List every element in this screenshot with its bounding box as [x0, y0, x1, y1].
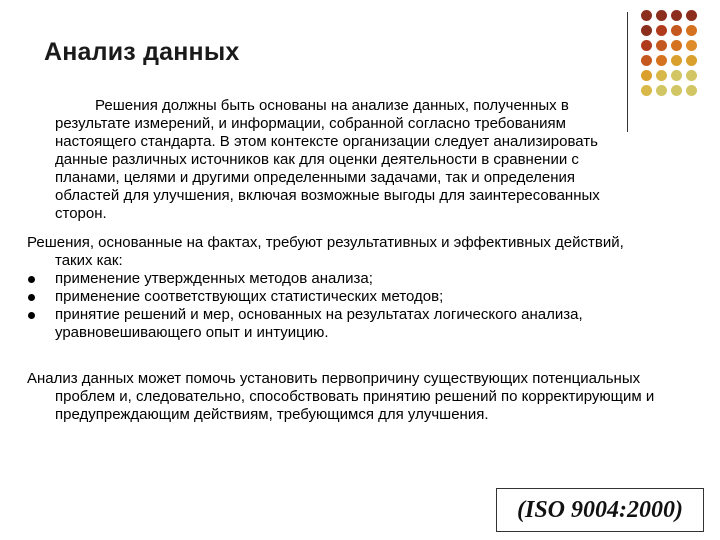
decorative-dot [641, 70, 652, 81]
decorative-dot [686, 70, 697, 81]
decorative-dot [671, 85, 682, 96]
decorative-dot [641, 40, 652, 51]
decorative-dot [671, 70, 682, 81]
decorative-dot [686, 55, 697, 66]
decorative-dot [686, 85, 697, 96]
methods-bullet-list [27, 270, 657, 342]
decorative-dot [686, 10, 697, 21]
decorative-dot [641, 85, 652, 96]
decorative-dot [671, 40, 682, 51]
decorative-dot [671, 10, 682, 21]
decorative-dot [686, 40, 697, 51]
decision-paragraph-lead: Решения, основанные на фактах, требуют результативных и эффективных действий, таких как: [27, 234, 624, 269]
source-citation: (ISO 9004:2000) [496, 488, 704, 532]
decorative-dot [656, 55, 667, 66]
decision-paragraph [27, 234, 657, 342]
decorative-dot [656, 40, 667, 51]
decorative-dot [656, 70, 667, 81]
decorative-dot [671, 25, 682, 36]
decorative-dot [656, 85, 667, 96]
intro-paragraph: Решения должны быть основаны на анализе данных, полученных в результате измерений, и информации, собранной согласно требованиям настоящего стандарта. В этом контексте организации следует анализировать данные различных источников как для оценки деятельности в сравнении с планами, целями и другими определенными задачами, так и определения областей для улучшения, включая возможные выгоды для заинтересованных сторон. [55, 97, 600, 222]
decorative-dot [686, 25, 697, 36]
decorative-dot [656, 25, 667, 36]
bullet-item: применение соответствующих статистических методов; [27, 288, 657, 306]
decorative-dot [671, 55, 682, 66]
decorative-dot [641, 10, 652, 21]
slide-title: Анализ данных [44, 38, 240, 66]
bullet-item: принятие решений и мер, основанных на результатах логического анализа, уравновешивающего опыт и интуицию. [27, 306, 657, 342]
analysis-paragraph: Анализ данных может помочь установить первопричину существующих потенциальных проблем и, следовательно, способствовать принятию решений по корректирующим и предупреждающим действиям, требующимся для улучшения. [27, 370, 655, 423]
decorative-dot [641, 55, 652, 66]
bullet-item: применение утвержденных методов анализа; [27, 270, 657, 288]
decorative-dot [656, 10, 667, 21]
decorative-dot [641, 25, 652, 36]
